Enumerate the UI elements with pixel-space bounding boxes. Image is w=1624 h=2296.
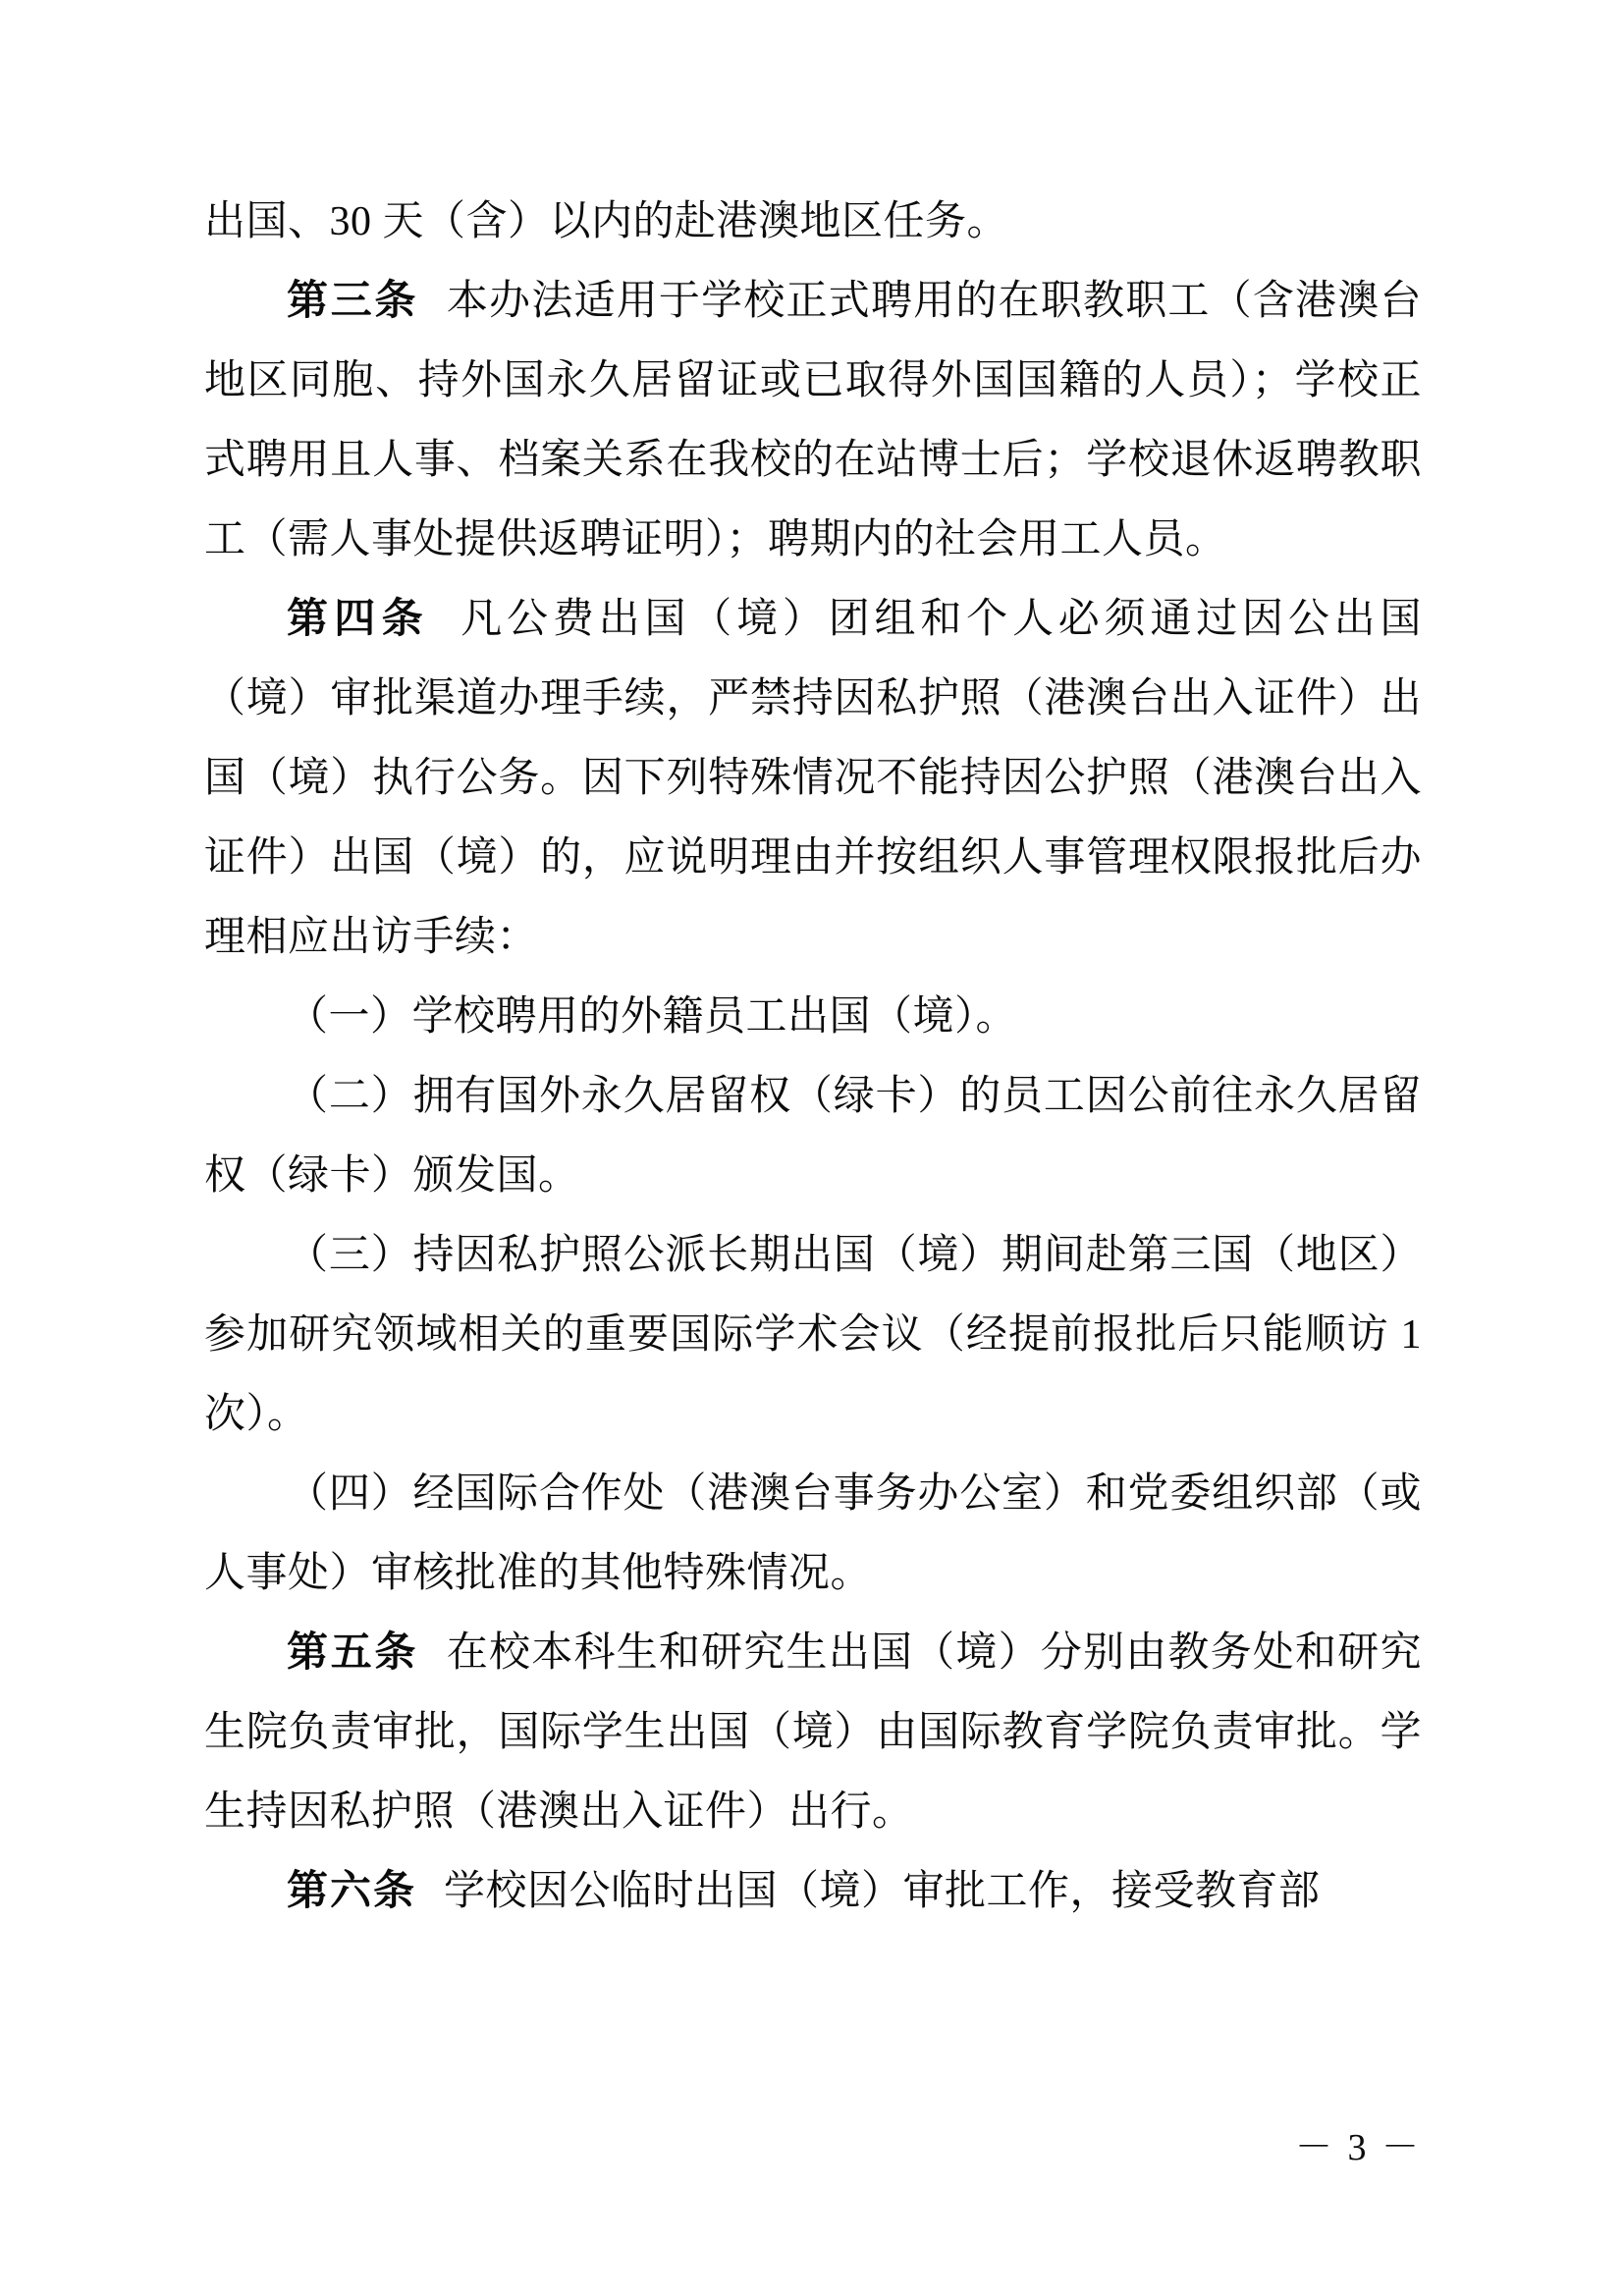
paragraph-item-4 bbox=[204, 1455, 1422, 1614]
paragraph-text: 学校因公临时出国（境）审批工作，接受教育部 bbox=[444, 1869, 1321, 1914]
paragraph-article-5 bbox=[204, 1614, 1422, 1852]
article-label: 第四条 bbox=[287, 597, 429, 642]
paragraph-text: 凡公费出国（境）团组和个人必须通过因公出国（境）审批渠道办理手续，严禁持因私护照（港澳台出入证件）出国（境）执行公务。因下列特殊情况不能持因公护照（港澳台出入证件）出国（境）的，应说明理由并按组织人事管理权限报批后办理相应出访手续： bbox=[204, 597, 1422, 960]
paragraph-article-4 bbox=[204, 580, 1422, 978]
paragraph-text: 在校本科生和研究生出国（境）分别由教务处和研究生院负责审批，国际学生出国（境）由国际教育学院负责审批。学生持因私护照（港澳出入证件）出行。 bbox=[204, 1630, 1422, 1835]
article-label: 第五条 bbox=[287, 1630, 419, 1676]
page-number: － 3 － bbox=[1294, 2127, 1422, 2168]
paragraph-text: 本办法适用于学校正式聘用的在职教职工（含港澳台地区同胞、持外国永久居留证或已取得外国国籍的人员）；学校正式聘用且人事、档案关系在我校的在站博士后；学校退休返聘教职工（需人事处提供返聘证明）；聘期内的社会用工人员。 bbox=[204, 279, 1422, 562]
paragraph-text: （一）学校聘用的外籍员工出国（境）。 bbox=[287, 994, 1018, 1040]
article-label: 第六条 bbox=[287, 1869, 417, 1914]
paragraph-continuation bbox=[204, 183, 1422, 262]
paragraph-item-2 bbox=[204, 1057, 1422, 1216]
paragraph-item-3 bbox=[204, 1216, 1422, 1455]
paragraph-text: （四）经国际合作处（港澳台事务办公室）和党委组织部（或人事处）审核批准的其他特殊情况。 bbox=[204, 1471, 1422, 1596]
paragraph-text: （二）拥有国外永久居留权（绿卡）的员工因公前往永久居留权（绿卡）颁发国。 bbox=[204, 1074, 1422, 1199]
document-body bbox=[204, 183, 1422, 1932]
paragraph-article-3 bbox=[204, 262, 1422, 580]
paragraph-text: 出国、30 天（含）以内的赴港澳地区任务。 bbox=[204, 199, 1009, 244]
article-label: 第三条 bbox=[287, 279, 419, 324]
paragraph-text: （三）持因私护照公派长期出国（境）期间赴第三国（地区）参加研究领域相关的重要国际学术会议（经提前报批后只能顺访 1 次）。 bbox=[204, 1233, 1422, 1437]
paragraph-article-6 bbox=[204, 1852, 1422, 1932]
paragraph-item-1 bbox=[204, 978, 1422, 1057]
